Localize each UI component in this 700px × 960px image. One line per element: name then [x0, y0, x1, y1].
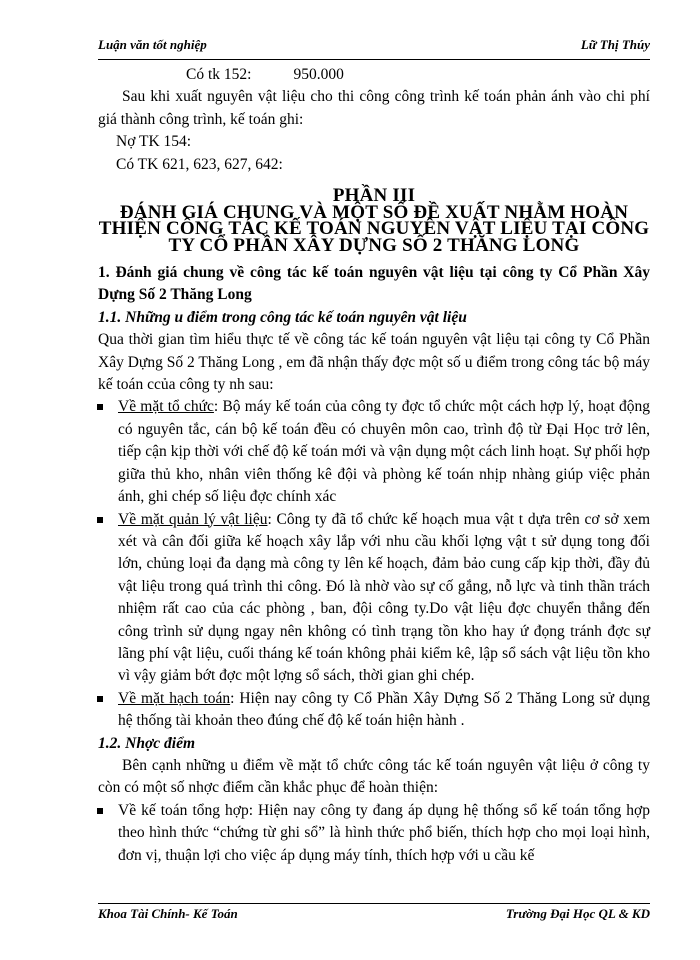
part-heading: PHẦN III: [332, 185, 416, 207]
entry-line-1: [98, 64, 650, 86]
section-1-title: 1. Đánh giá chung về công tác kế toán nguyên vật liệu tại công ty Cổ Phần Xây Dựng Số 2 Thăng Long: [98, 264, 650, 304]
entry-line-2: Nợ TK 154:: [116, 133, 192, 151]
header-left: Luận văn tốt nghiệp: [98, 37, 207, 52]
entry-line-3: Có TK 621, 623, 627, 642:: [116, 155, 283, 173]
footer-rule: [98, 903, 650, 904]
subsection-1-2-title: 1.2. Nhợc điểm: [98, 734, 196, 752]
page-footer: [98, 906, 650, 922]
page-content: [98, 64, 650, 867]
bullet-label: Về mặt hạch toán: [118, 689, 231, 707]
subsection-1-1-intro: Qua thời gian tìm hiểu thực tế về công tác kế toán nguyên vật liệu tại công ty Cổ Phần Xây Dựng Số 2 Thăng Long , em đã nhận thấy đợc một số u điểm trong công tác bộ máy kế toán ccủa công ty nh sau:: [98, 331, 650, 394]
bullet-icon: [97, 808, 103, 814]
subsection-1-1-title: 1.1. Những u điểm trong công tác kế toán nguyên vật liệu: [98, 308, 467, 326]
bullet-label: Về mặt tổ chức: [118, 398, 214, 416]
bullet-item: [98, 509, 650, 688]
bullet-icon: [97, 404, 103, 410]
bullet-text: : Hiện nay công ty Cổ Phần Xây Dựng Số 2 Thăng Long sử dụng hệ thống tài khoản theo đúng chế độ kế toán hiện hành .: [118, 689, 650, 730]
bullet-label: Về mặt quản lý vật liệu: [118, 510, 268, 528]
entry-intro: Sau khi xuất nguyên vật liệu cho thi công công trình kế toán phản ánh vào chi phí giá thành công trình, kế toán ghi:: [98, 88, 650, 128]
subsection-1-2-intro: Bên cạnh những u điểm về mặt tổ chức công tác kế toán nguyên vật liệu ở công ty còn có một số nhợc điểm cần khắc phục để hoàn thiện:: [98, 756, 650, 797]
footer-left: Khoa Tài Chính- Kế Toán: [98, 906, 238, 921]
header-rule: [98, 59, 650, 60]
entry-label: Có tk 152:: [186, 66, 252, 83]
page-header: [98, 37, 650, 53]
bullet-item: [98, 688, 650, 733]
entry-value: 950.000: [293, 66, 344, 83]
bullet-text: : Bộ máy kế toán của công ty đợc tổ chức một cách hợp lý, hoạt động có nguyên tắc, cán bộ kế toán đều có chuyên môn cao, trình độ từ Đại Học trở lên, tiếp cận kịp thời với chế độ kế toán mới và vận dụng một cách linh hoạt. Sự phối hợp giữa thủ kho, nhân viên thống kê đội và phòng kế toán nhịp nhàng giúp việc phản ánh, ghi chép số liệu đợc chính xác: [118, 398, 650, 506]
bullet-text: Về kế toán tổng hợp: Hiện nay công ty đang áp dụng hệ thống sổ kế toán tổng hợp theo hình thức “chứng từ ghi sổ” là hình thức phổ biến, thích hợp cho mọi loại hình, đơn vị, thuận lợi cho việc áp dụng máy tính, thích hợp với u cầu kế: [118, 801, 650, 864]
part-title: ĐÁNH GIÁ CHUNG VÀ MỘT SỐ ĐỀ XUẤT NHẰM HOÀN THIỆN CÔNG TÁC KẾ TOÁN NGUYÊN VẬT LIỆU TẠI CÔNG TY CỔ PHẦN XÂY DỰNG SỐ 2 THĂNG LONG: [98, 201, 650, 256]
bullet-item: [98, 800, 650, 867]
bullet-item: [98, 396, 650, 508]
header-right: Lữ Thị Thúy: [580, 37, 650, 52]
bullet-icon: [97, 696, 103, 702]
bullet-icon: [97, 517, 103, 523]
bullet-text: : Công ty đã tổ chức kế hoạch mua vật t dựa trên cơ sở xem xét và cân đối giữa kế hoạch xây lắp với nhu cầu khối lợng vật t sử dụng tong đối lớn, chủng loại đa dạng mà công ty lên kế hoạch, đảm bảo cung cấp kịp thời, đầy đủ vật liệu trong quá trình thi công. Đó là nhờ vào sự cố gắng, nỗ lực và tinh thần trách nhiệm rất cao của các phòng , ban, đội công ty.Do vật liệu đợc chuyển thẳng đến công trình sử dụng ngay nên không có tình trạng tồn kho hay ứ đọng tránh đợc sự lãng phí vật liệu, cuối tháng kế toán không phải kiểm kê, lập sổ sách vật liệu tồn kho vì vậy giảm bớt đợc một lợng sổ sách, thời gian ghi chép.: [118, 510, 650, 685]
footer-right: Trường Đại Học QL & KD: [505, 906, 650, 921]
